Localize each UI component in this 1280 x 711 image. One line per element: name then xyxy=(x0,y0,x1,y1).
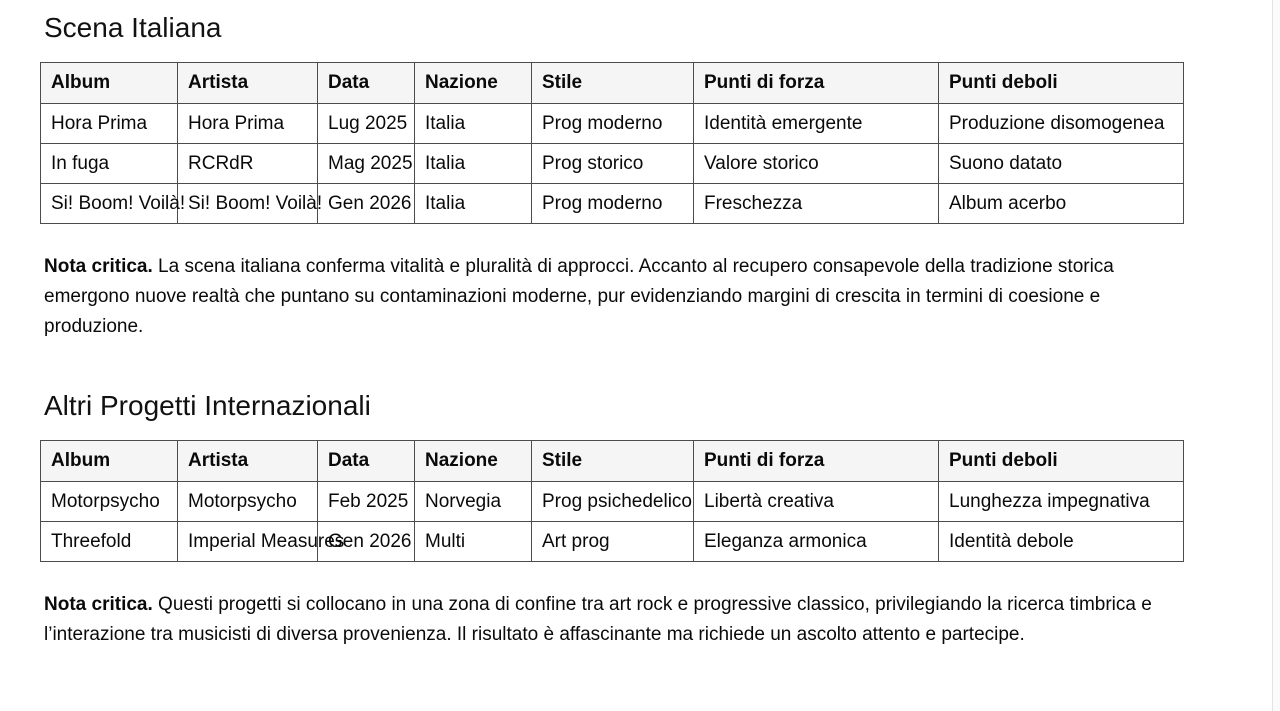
table-cell: Si! Boom! Voilà! xyxy=(41,184,178,224)
note-text: La scena italiana conferma vitalità e pluralità di approcci. Accanto al recupero consapevole della tradizione storica emergono nuove realtà che puntano su contaminazioni moderne, pur evidenziando margini di crescita in termini di coesione e produzione. xyxy=(44,256,1114,337)
report-section xyxy=(44,388,1236,650)
table-cell: Identità emergente xyxy=(694,104,939,144)
table-cell: Prog storico xyxy=(532,144,694,184)
column-header: Punti di forza xyxy=(694,63,939,104)
table-cell: Gen 2026 xyxy=(318,522,415,562)
table-cell: Mag 2025 xyxy=(318,144,415,184)
table-cell: Prog moderno xyxy=(532,184,694,224)
table-cell: Libertà creativa xyxy=(694,482,939,522)
table-cell: Eleganza armonica xyxy=(694,522,939,562)
column-header: Artista xyxy=(178,63,318,104)
table-cell: Lunghezza impegnativa xyxy=(939,482,1184,522)
table-cell: Imperial Measures xyxy=(178,522,318,562)
table-cell: RCRdR xyxy=(178,144,318,184)
table-header-row xyxy=(41,63,1184,104)
section-title: Altri Progetti Internazionali xyxy=(44,390,371,421)
report-table xyxy=(40,62,1184,224)
section-title: Scena Italiana xyxy=(44,12,222,43)
table-cell: Si! Boom! Voilà! xyxy=(178,184,318,224)
table-cell: Motorpsycho xyxy=(178,482,318,522)
column-header: Punti di forza xyxy=(694,441,939,482)
column-header: Punti deboli xyxy=(939,63,1184,104)
column-header: Data xyxy=(318,63,415,104)
table-body xyxy=(41,482,1184,562)
table-cell: Feb 2025 xyxy=(318,482,415,522)
table-cell: Produzione disomogenea xyxy=(939,104,1184,144)
column-header: Stile xyxy=(532,63,694,104)
table-row xyxy=(41,104,1184,144)
column-header: Album xyxy=(41,63,178,104)
table-cell: Valore storico xyxy=(694,144,939,184)
table-body xyxy=(41,104,1184,224)
column-header: Nazione xyxy=(415,441,532,482)
column-header: Data xyxy=(318,441,415,482)
table-cell: Hora Prima xyxy=(178,104,318,144)
table-cell: Italia xyxy=(415,104,532,144)
critical-note xyxy=(44,590,1184,650)
table-cell: Suono datato xyxy=(939,144,1184,184)
note-label: Nota critica. xyxy=(44,594,153,615)
table-cell: Album acerbo xyxy=(939,184,1184,224)
report-table xyxy=(40,440,1184,562)
table-row xyxy=(41,482,1184,522)
table-cell: Italia xyxy=(415,144,532,184)
report-section xyxy=(44,10,1236,342)
column-header: Album xyxy=(41,441,178,482)
table-header-row xyxy=(41,441,1184,482)
table-cell: Gen 2026 xyxy=(318,184,415,224)
note-label: Nota critica. xyxy=(44,256,153,277)
table-cell: Norvegia xyxy=(415,482,532,522)
table-row xyxy=(41,144,1184,184)
table-cell: Multi xyxy=(415,522,532,562)
table-cell: Art prog xyxy=(532,522,694,562)
table-cell: Prog psichedelico xyxy=(532,482,694,522)
column-header: Artista xyxy=(178,441,318,482)
table-cell: In fuga xyxy=(41,144,178,184)
table-cell: Lug 2025 xyxy=(318,104,415,144)
vertical-scrollbar-track[interactable] xyxy=(1272,0,1280,711)
note-text: Questi progetti si collocano in una zona di confine tra art rock e progressive classico, privilegiando la ricerca timbrica e l’interazione tra musicisti di diversa provenienza. Il risultato è affascinante ma richiede un ascolto attento e partecipe. xyxy=(44,594,1152,645)
column-header: Nazione xyxy=(415,63,532,104)
table-cell: Prog moderno xyxy=(532,104,694,144)
table-cell: Identità debole xyxy=(939,522,1184,562)
table-row xyxy=(41,522,1184,562)
table-cell: Motorpsycho xyxy=(41,482,178,522)
column-header: Stile xyxy=(532,441,694,482)
critical-note xyxy=(44,252,1184,342)
table-row xyxy=(41,184,1184,224)
table-cell: Hora Prima xyxy=(41,104,178,144)
table-cell: Threefold xyxy=(41,522,178,562)
table-cell: Freschezza xyxy=(694,184,939,224)
table-cell: Italia xyxy=(415,184,532,224)
column-header: Punti deboli xyxy=(939,441,1184,482)
